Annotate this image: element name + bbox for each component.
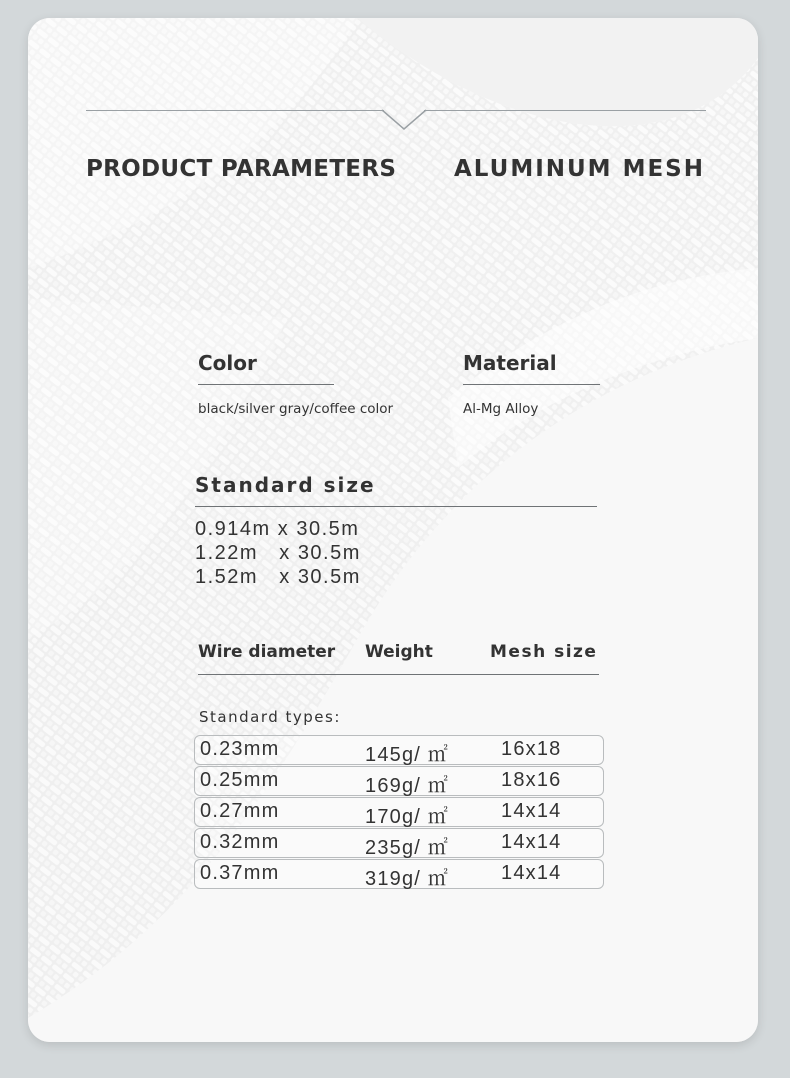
header-notch <box>382 109 426 131</box>
standard-size-rule <box>195 506 597 507</box>
column-header-mesh-size: Mesh size <box>490 642 598 662</box>
wire-diameter-cell: 0.27mm <box>200 800 280 822</box>
standard-size-label: Standard size <box>195 473 376 497</box>
standard-size-line: 0.914m x 30.5m <box>195 518 360 540</box>
column-header-weight: Weight <box>365 642 433 662</box>
wire-diameter-cell: 0.32mm <box>200 831 280 853</box>
mesh-size-cell: 14x14 <box>501 831 562 853</box>
standard-types-label: Standard types: <box>199 708 341 726</box>
weight-cell: 170g/ ㎡ <box>365 806 450 828</box>
color-label: Color <box>198 351 257 375</box>
color-value: black/silver gray/coffee color <box>198 401 394 417</box>
material-label: Material <box>463 351 557 375</box>
table-row <box>194 859 604 889</box>
mesh-size-cell: 14x14 <box>501 862 562 884</box>
color-rule <box>198 384 334 385</box>
weight-cell: 319g/ ㎡ <box>365 868 450 890</box>
table-row <box>194 766 604 796</box>
mesh-size-cell: 16x18 <box>501 738 562 760</box>
table-row <box>194 828 604 858</box>
product-name: ALUMINUM MESH <box>454 156 705 182</box>
mesh-size-cell: 14x14 <box>501 800 562 822</box>
wire-diameter-cell: 0.25mm <box>200 769 280 791</box>
header-divider-right <box>424 110 706 111</box>
table-row <box>194 797 604 827</box>
page-title: PRODUCT PARAMETERS <box>86 156 397 182</box>
table-row <box>194 735 604 765</box>
column-header-wire-diameter: Wire diameter <box>198 642 336 662</box>
header-divider-left <box>86 110 384 111</box>
weight-cell: 145g/ ㎡ <box>365 744 450 766</box>
wire-diameter-cell: 0.23mm <box>200 738 280 760</box>
standard-size-line: 1.22m x 30.5m <box>195 542 361 564</box>
standard-size-line: 1.52m x 30.5m <box>195 566 361 588</box>
mesh-size-cell: 18x16 <box>501 769 562 791</box>
product-card <box>28 18 758 1042</box>
weight-cell: 169g/ ㎡ <box>365 775 450 797</box>
material-value: Al-Mg Alloy <box>463 401 539 417</box>
weight-cell: 235g/ ㎡ <box>365 837 450 859</box>
table-header-rule <box>198 674 599 675</box>
material-rule <box>463 384 600 385</box>
wire-diameter-cell: 0.37mm <box>200 862 280 884</box>
